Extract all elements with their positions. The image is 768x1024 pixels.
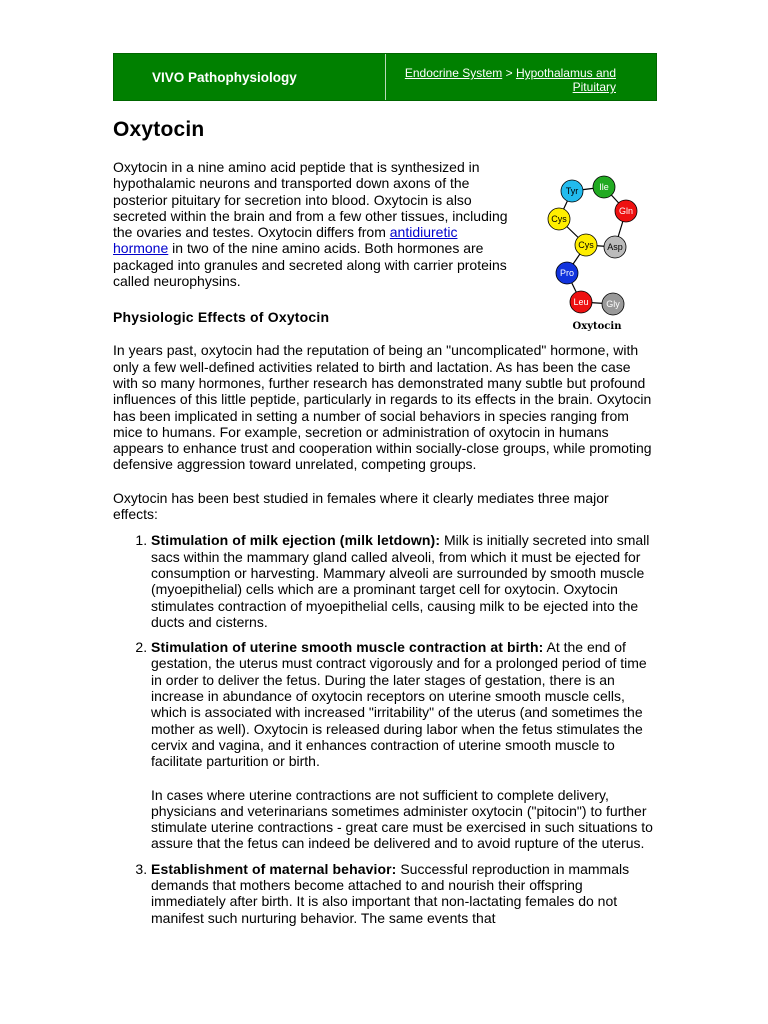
effect-title: Stimulation of uterine smooth muscle contraction at birth: — [151, 639, 544, 656]
effects-list — [113, 532, 657, 926]
intro-text-after-link: in two of the nine amino acids. Both hormones are packaged into granules and secreted along with carrier proteins called neurophysins. — [113, 240, 507, 290]
residue-gly — [602, 293, 624, 315]
residue-label: Tyr — [565, 186, 579, 196]
residue-leu — [570, 291, 592, 313]
paragraph-history: In years past, oxytocin had the reputation of being an "uncomplicated" hormone, with only a few well-defined activities related to birth and lactation. As has been the case with so many hormones, further research has demonstrated many subtle but profound influences of this little peptide, particularly in regards to its effects in the brain. Oxytocin has been implicated in setting a number of social behaviors in species ranging from mice to humans. For example, secretion or administration of oxytocin in humans appears to enhance trust and cooperation within socially-close groups, while promoting defensive aggression toward unrelated, competing groups. — [113, 342, 652, 473]
oxytocin-structure-diagram — [547, 169, 647, 319]
effect-text: Successful reproduction in mammals demands that mothers become attached to and nourish their offspring immediately after birth. It is also important that non-lactating females do not manifest such nurturing behavior. The same events that — [151, 860, 630, 926]
residue-gln — [615, 200, 637, 222]
residue-pro — [556, 262, 578, 284]
residue-label: Gln — [618, 206, 634, 216]
intro-paragraph — [113, 159, 513, 289]
figure-caption: Oxytocin — [572, 321, 622, 332]
paragraph-effects-intro: Oxytocin has been best studied in females where it clearly mediates three major effects: — [113, 489, 609, 523]
breadcrumb-hypothalamus-pituitary-link[interactable]: Hypothalamus and Pituitary — [515, 66, 616, 94]
residue-label: Pro — [559, 268, 575, 278]
residue-label: Leu — [573, 297, 589, 307]
residue-ile — [593, 176, 615, 198]
residue-label: Cys — [578, 240, 594, 250]
list-item — [151, 532, 657, 630]
intro-text-before-link: Oxytocin in a nine amino acid peptide that is synthesized in hypothalamic neurons and transported down axons of the posterior pituitary for secretion into blood. Oxytocin is also secreted within the brain and from a few other tissues, including the ovaries and testes. Oxytocin differs from — [113, 159, 508, 241]
effect-title: Establishment of maternal behavior: — [151, 860, 397, 877]
breadcrumb-separator: > — [502, 66, 516, 80]
page — [113, 53, 657, 935]
effect-text: At the end of gestation, the uterus must contract vigorously and for a prolonged period of time in order to deliver the fetus. During the later stages of gestation, there is an increase in abundance of oxytocin receptors on uterine smooth muscle cells, which is associated with increased "irritability" of the uterus (and sometimes the mother as well). Oxytocin is released during labor when the fetus stimulates the cervix and vagina, and it enhances contraction of uterine smooth muscle to facilitate parturition or birth. — [151, 639, 647, 770]
effect-text: Milk is initially secreted into small sacs within the mammary gland called alveoli, from which it must be ejected for consumption or harvesting. Mammary alveoli are surrounded by smooth muscle (myoepithelial) cells which are a prominant target cell for oxytocin. Oxytocin stimulates contraction of myoepithelial cells, causing milk to be ejected into the ducts and cisterns. — [151, 532, 650, 630]
breadcrumb — [386, 54, 656, 100]
residue-label: Cys — [551, 214, 567, 224]
list-item — [151, 639, 657, 852]
residue-label: Gly — [606, 299, 620, 309]
effect-extra-paragraph: In cases where uterine contractions are not sufficient to complete delivery, physicians and veterinarians sometimes administer oxytocin ("pitocin") to further stimulate uterine contractions - great care must be exercised in such situations to assure that the fetus can indeed be delivered and to avoid rupture of the uterus. — [151, 786, 653, 852]
section-heading: Physiologic Effects of Oxytocin — [113, 309, 330, 326]
residue-cys — [548, 208, 570, 230]
page-title: Oxytocin — [113, 118, 205, 141]
breadcrumb-endocrine-system-link[interactable]: Endocrine System — [404, 66, 503, 80]
site-title: VIVO Pathophysiology — [114, 54, 386, 100]
residue-tyr — [561, 180, 583, 202]
header-bar — [113, 53, 657, 101]
residue-label: Asp — [607, 242, 623, 252]
oxytocin-structure-figure — [547, 169, 647, 332]
residue-cys — [575, 234, 597, 256]
list-item — [151, 861, 657, 926]
residue-asp — [604, 236, 626, 258]
antidiuretic-hormone-link[interactable]: antidiuretic hormone — [113, 224, 458, 257]
residue-label: Ile — [599, 182, 609, 192]
effect-title: Stimulation of milk ejection (milk letdown): — [151, 532, 441, 549]
